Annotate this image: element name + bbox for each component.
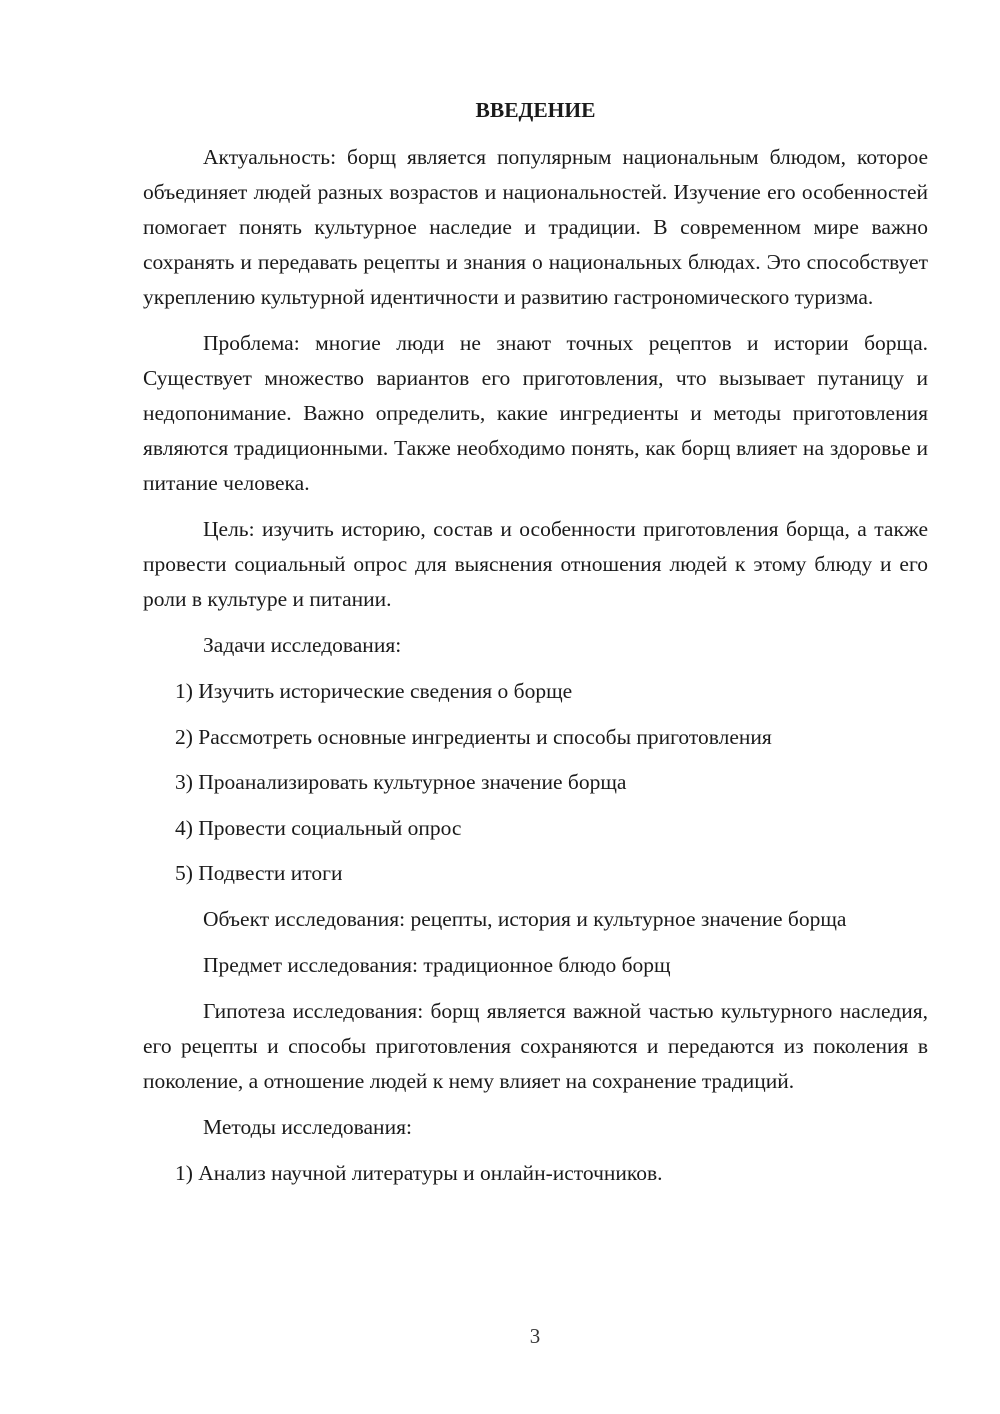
methods-list xyxy=(143,1156,928,1191)
section-heading: ВВЕДЕНИЕ xyxy=(475,98,596,122)
list-item: 1) Изучить исторические сведения о борще xyxy=(175,679,573,703)
list-item: 5) Подвести итоги xyxy=(175,861,343,885)
page-number: 3 xyxy=(529,1324,541,1348)
paragraph-problem: Проблема: многие люди не знают точных рецептов и истории борща. Существует множество вариантов его приготовления, что вызывает путаницу и недопонимание. Важно определить, какие ингредиенты и методы приготовления являются традиционными. Также необходимо понять, как борщ влияет на здоровье и питание человека. xyxy=(143,331,928,495)
paragraph-hypothesis: Гипотеза исследования: борщ является важной частью культурного наследия, его рецепты и способы приготовления сохраняются и передаются из поколения в поколение, а отношение людей к нему влияет на сохранение традиций. xyxy=(143,998,928,1093)
paragraph-object: Объект исследования: рецепты, история и культурное значение борща xyxy=(203,906,847,931)
tasks-list xyxy=(143,674,928,891)
tasks-title: Задачи исследования: xyxy=(203,633,402,657)
list-item: 2) Рассмотреть основные ингредиенты и способы приготовления xyxy=(175,724,772,749)
paragraph-goal: Цель: изучить историю, состав и особенности приготовления борща, а также провести социальный опрос для выяснения отношения людей к этому блюду и его роли в культуре и питании. xyxy=(143,517,928,611)
paragraph-subject: Предмет исследования: традиционное блюдо борщ xyxy=(203,952,671,977)
list-item: 1) Анализ научной литературы и онлайн-источников. xyxy=(175,1160,663,1185)
document-page xyxy=(143,94,928,1201)
list-item: 3) Проанализировать культурное значение борща xyxy=(175,770,627,794)
paragraph-relevance: Актуальность: борщ является популярным национальным блюдом, которое объединяет людей разных возрастов и национальностей. Изучение его особенностей помогает понять культурное наследие и традиции. В современном мире важно сохранять и передавать рецепты и знания о национальных блюдах. Это способствует укреплению культурной идентичности и развитию гастрономического туризма. xyxy=(143,145,928,309)
list-item: 4) Провести социальный опрос xyxy=(175,815,462,840)
methods-title: Методы исследования: xyxy=(203,1114,412,1139)
